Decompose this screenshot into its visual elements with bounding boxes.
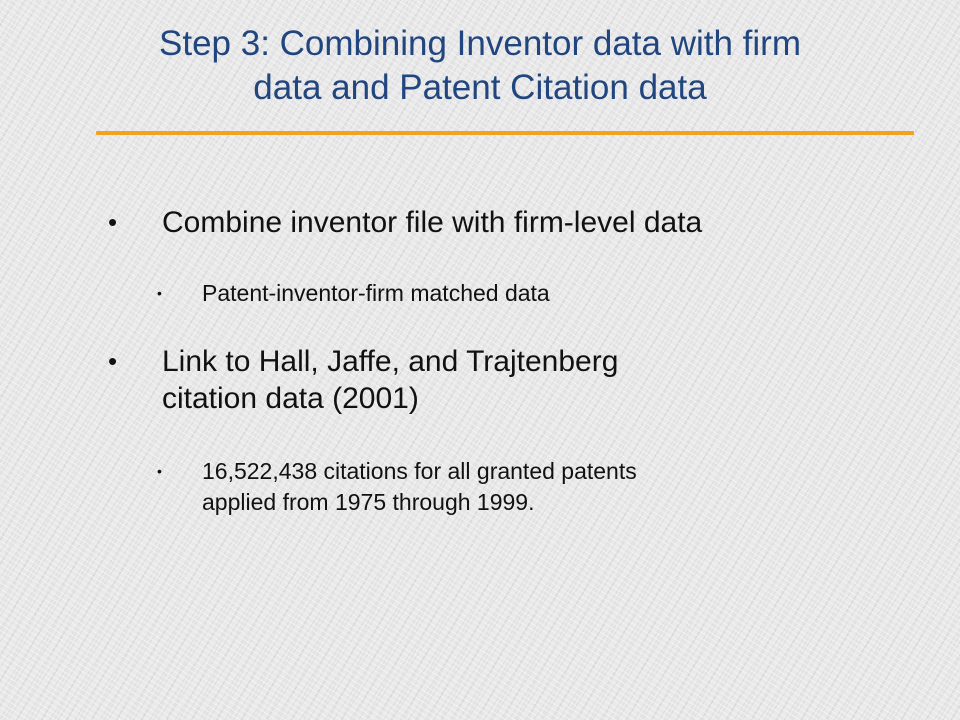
bullet-dot-icon: • [157,463,162,479]
title-underline-rule [96,131,914,135]
slide-title: Step 3: Combining Inventor data with firm data and Patent Citation data [159,24,801,107]
bullet-dot-icon: • [108,346,118,376]
bullet-text: Combine inventor file with firm-level data [162,206,703,239]
bullet-dot-icon: • [108,207,118,237]
bullet-item [108,343,868,417]
bullet-item [108,204,868,241]
sub-bullet-item [157,456,857,518]
sub-bullet-item [157,278,817,309]
bullet-text: Link to Hall, Jaffe, and Trajtenberg citation data (2001) [162,345,619,415]
sub-bullet-text: Patent-inventor-firm matched data [202,280,550,306]
sub-bullet-text: 16,522,438 citations for all granted patents applied from 1975 through 1999. [202,458,637,515]
bullet-dot-icon: • [157,285,162,301]
